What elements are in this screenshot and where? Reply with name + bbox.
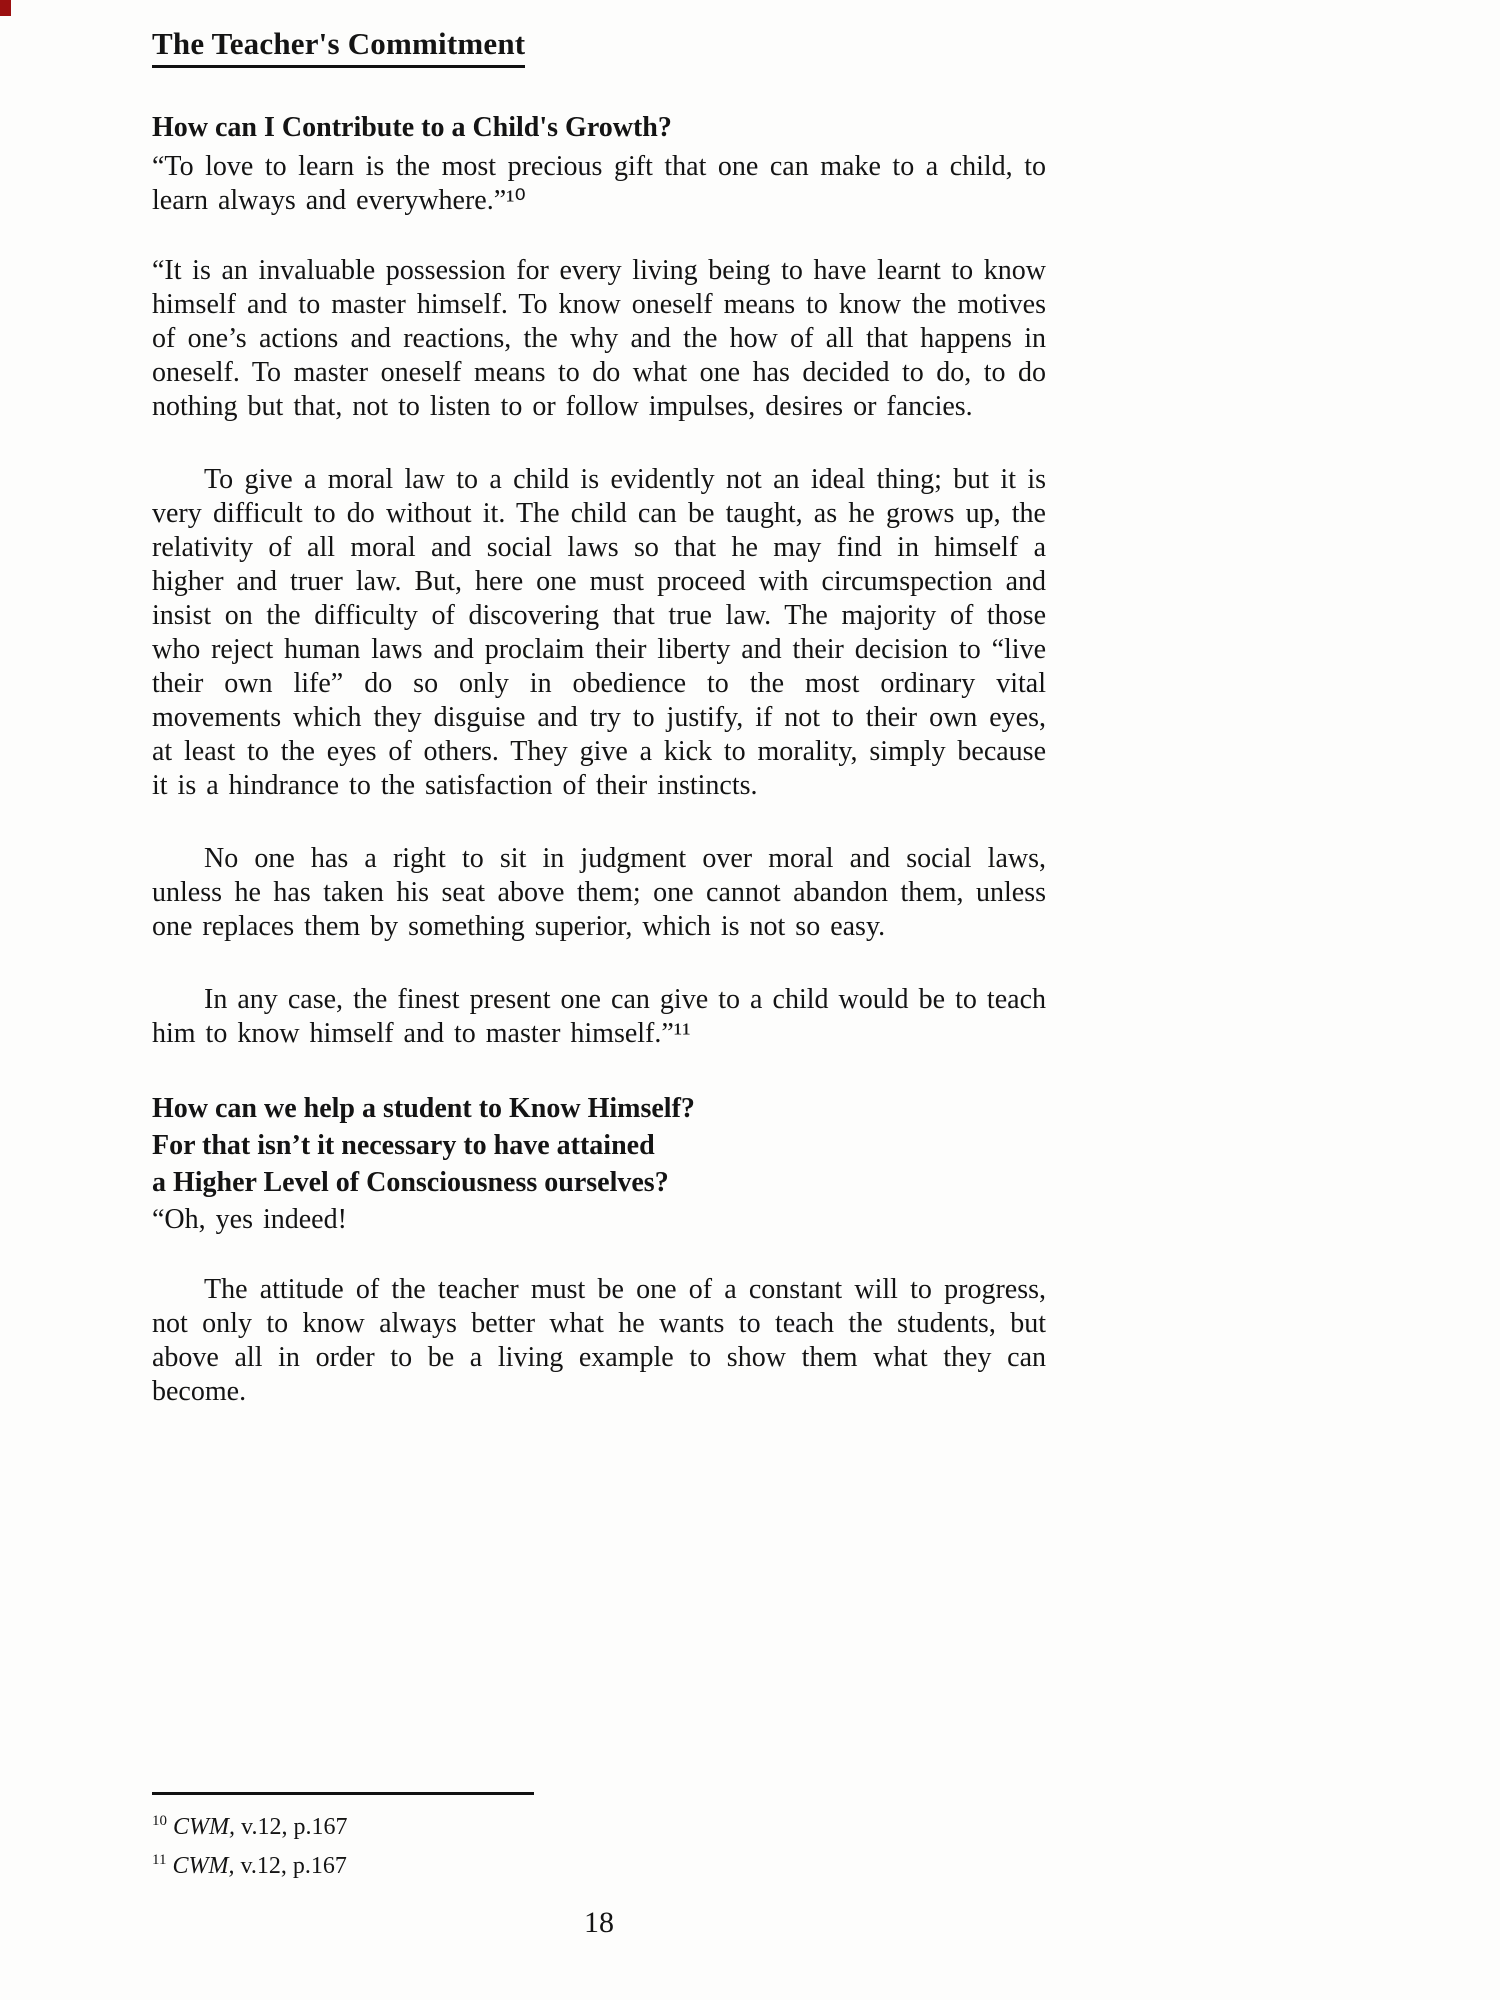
footnote-10 [152,1805,1046,1844]
footnote-divider [152,1792,534,1795]
footnote-10-marker: 10 [152,1813,167,1829]
page-content [152,26,1046,1448]
section2-paragraph-1: “Oh, yes indeed! [152,1204,347,1235]
section2-heading-line-2: For that isn’t it necessary to have attained [152,1130,655,1161]
footnote-11-ref: v.12, p.167 [240,1853,347,1879]
section1-paragraph-1: “To love to learn is the most precious gift that one can make to a child, to learn always and everywhere.”¹⁰ [152,151,1046,216]
footnotes [152,1792,1046,1883]
section2-heading-line-3: a Higher Level of Consciousness ourselves? [152,1167,669,1198]
section2-heading-line-1: How can we help a student to Know Himself? [152,1093,695,1124]
section1-paragraph-5: In any case, the finest present one can give to a child would be to teach him to know himself and to master himself.”¹¹ [152,984,1046,1049]
section1-paragraph-4: No one has a right to sit in judgment over moral and social laws, unless he has taken his seat above them; one cannot abandon them, unless one replaces them by something superior, which is not so easy. [152,843,1046,942]
footnote-11 [152,1844,1046,1883]
page-number: 18 [584,1906,614,1939]
footnote-10-work: CWM, [173,1814,235,1840]
page-title [152,26,1046,68]
section1-paragraph-3: To give a moral law to a child is evidently not an ideal thing; but it is very difficult to do without it. The child can be taught, as he grows up, the relativity of all moral and social laws so that he may find in himself a higher and truer law. But, here one must proceed with circumspection and insist on the difficulty of discovering that true law. The majority of those who reject human laws and proclaim their liberty and their decision to “live their own life” do so only in obedience to the most ordinary vital movements which they disguise and try to justify, if not to their own eyes, at least to the eyes of others. They give a kick to morality, simply because it is a hindrance to the satisfaction of their instincts. [152,464,1046,801]
scan-edge-artifact [0,0,11,16]
section2-paragraph-2: The attitude of the teacher must be one of a constant will to progress, not only to know always better what he wants to teach the students, but above all in order to be a living example to show them what they can become. [152,1274,1046,1407]
section1-paragraph-2: “It is an invaluable possession for every living being to have learnt to know himself and to master himself. To know oneself means to know the motives of one’s actions and reactions, the why and the how of all that happens in oneself. To master oneself means to do what one has decided to do, to do nothing but that, not to listen to or follow impulses, desires or fancies. [152,255,1046,422]
footnote-11-marker: 11 [152,1852,167,1868]
footnote-10-ref: v.12, p.167 [241,1814,348,1840]
section1-heading: How can I Contribute to a Child's Growth? [152,112,672,143]
footnote-11-work: CWM, [172,1853,235,1879]
section2-heading [152,1090,1046,1201]
page-title-text: The Teacher's Commitment [152,26,525,68]
